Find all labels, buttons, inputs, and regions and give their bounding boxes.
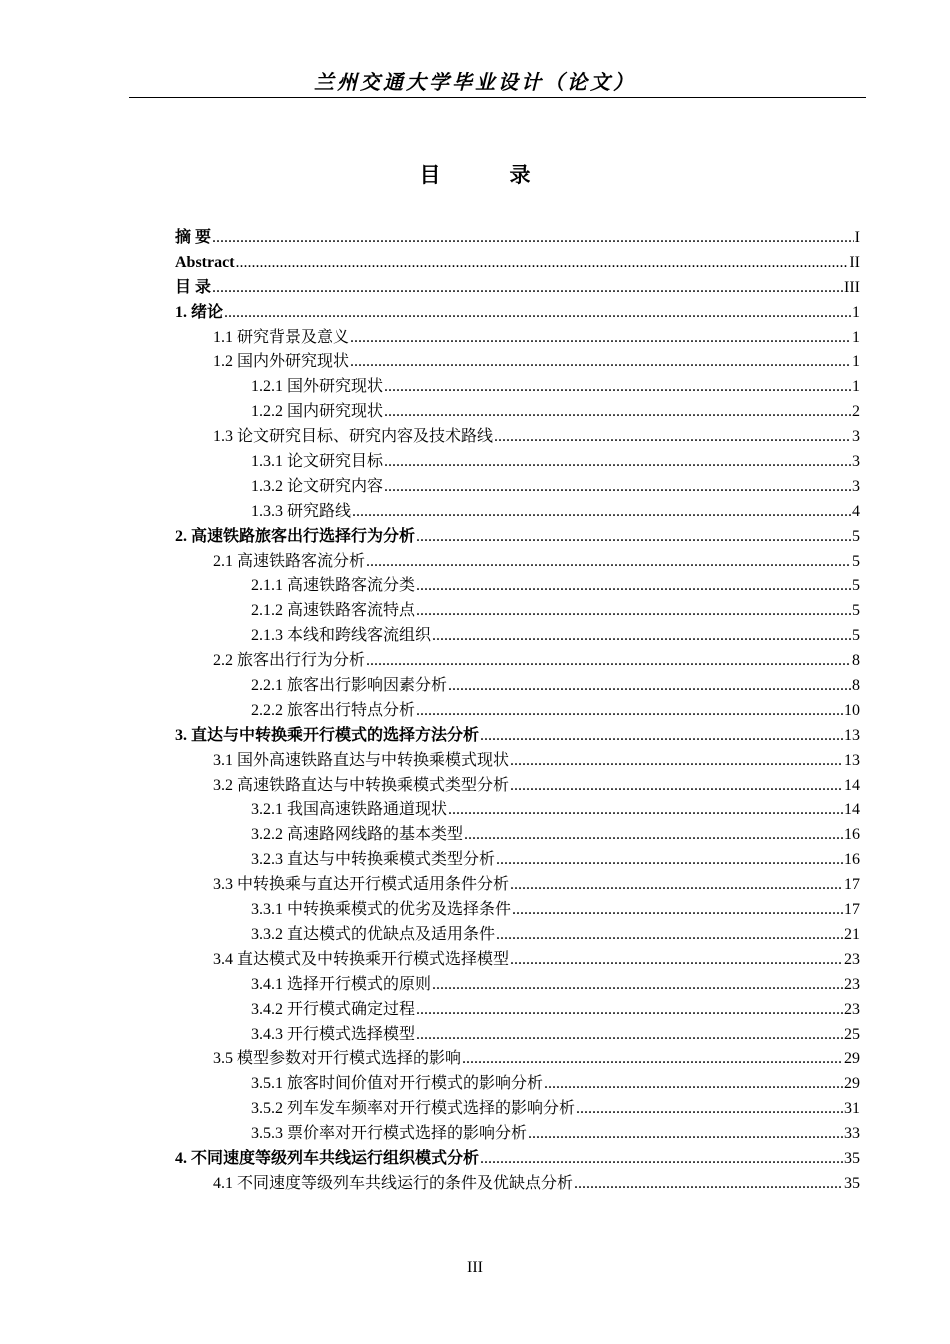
toc-entry-page: 31 [844, 1100, 860, 1118]
toc-leader-dots [496, 848, 843, 873]
toc-entry-label: 摘 要 [175, 229, 212, 246]
toc-entry-label: 1.3.2 论文研究内容 [251, 477, 384, 495]
toc-entry[interactable] [175, 724, 860, 749]
toc-leader-dots [462, 1047, 843, 1072]
toc-entry[interactable] [175, 375, 860, 400]
toc-entry[interactable] [175, 1023, 860, 1048]
toc-entry-label: 3.3.1 中转换乘模式的优劣及选择条件 [251, 901, 512, 919]
toc-entry-label: 2.1.2 高速铁路客流特点 [251, 602, 416, 620]
toc-entry-label: 2.2.1 旅客出行影响因素分析 [251, 677, 448, 695]
toc-entry[interactable] [175, 798, 860, 823]
toc-entry[interactable] [175, 450, 860, 475]
toc-entry-page: 13 [844, 726, 860, 744]
toc-leader-dots [236, 251, 849, 276]
toc-entry-label: Abstract [175, 253, 235, 271]
toc-entry-page: 25 [844, 1025, 860, 1043]
toc-leader-dots [480, 724, 843, 749]
toc-leader-dots [416, 574, 851, 599]
toc-entry[interactable] [175, 1122, 860, 1147]
toc-leader-dots [574, 1172, 843, 1197]
toc-title: 目 录 [419, 162, 555, 187]
header-rule [129, 97, 866, 98]
toc-leader-dots [464, 823, 843, 848]
toc-entry-label: 1.3 论文研究目标、研究内容及技术路线 [213, 428, 494, 446]
running-header-title: 兰州交通大学毕业设计（论文） [314, 70, 636, 94]
toc-entry[interactable] [175, 848, 860, 873]
toc-entry[interactable] [175, 923, 860, 948]
toc-entry-page: II [849, 253, 860, 271]
toc-entry-page: 17 [844, 901, 860, 919]
toc-leader-dots [510, 873, 843, 898]
toc-leader-dots [576, 1097, 843, 1122]
toc-entry[interactable] [175, 525, 860, 550]
toc-entry-page: 1 [852, 378, 860, 396]
toc-entry-page: 23 [844, 1000, 860, 1018]
toc-leader-dots [432, 624, 851, 649]
toc-entry-label: 4. 不同速度等级列车共线运行组织模式分析 [175, 1149, 480, 1167]
toc-entry-label: 2.2.2 旅客出行特点分析 [251, 701, 416, 719]
toc-leader-dots [432, 973, 843, 998]
toc-entry[interactable] [175, 1147, 860, 1172]
toc-entry-page: 8 [852, 652, 860, 670]
toc-entry-page: 1 [852, 303, 860, 321]
toc-leader-dots [416, 699, 843, 724]
toc-entry-page: 17 [844, 876, 860, 894]
toc-entry-label: 目 录 [175, 278, 212, 296]
toc-entry-label: 2.1 高速铁路客流分析 [213, 552, 366, 570]
toc-entry-page: 8 [852, 677, 860, 695]
toc-entry-label: 3.3 中转换乘与直达开行模式适用条件分析 [213, 876, 510, 894]
toc-entry-label: 2.1.1 高速铁路客流分类 [251, 577, 416, 595]
toc-entry-page: 16 [844, 826, 860, 844]
toc-entry-page: 23 [844, 950, 860, 968]
toc-entry[interactable] [175, 400, 860, 425]
toc-entry-label: 2.2 旅客出行行为分析 [213, 652, 366, 670]
toc-leader-dots [448, 798, 843, 823]
toc-entry-label: 1.2.2 国内研究现状 [251, 403, 384, 421]
table-of-contents [175, 226, 860, 1197]
toc-entry-page: 5 [852, 627, 860, 645]
toc-leader-dots [416, 998, 843, 1023]
toc-entry-label: 3.4.3 开行模式选择模型 [251, 1025, 416, 1043]
toc-entry-page: 14 [844, 776, 860, 794]
toc-entry-label: 3.5 模型参数对开行模式选择的影响 [213, 1050, 462, 1068]
toc-entry[interactable] [175, 550, 860, 575]
toc-leader-dots [496, 923, 843, 948]
toc-entry[interactable] [175, 1097, 860, 1122]
toc-entry[interactable] [175, 749, 860, 774]
toc-entry[interactable] [175, 276, 860, 301]
toc-entry-page: 23 [844, 975, 860, 993]
toc-leader-dots [448, 674, 851, 699]
toc-entry[interactable] [175, 873, 860, 898]
toc-entry-page: 35 [844, 1149, 860, 1167]
toc-entry-label: 1.1 研究背景及意义 [213, 328, 350, 346]
toc-leader-dots [384, 450, 851, 475]
toc-entry-label: 3.2.2 高速路网线路的基本类型 [251, 826, 464, 844]
toc-entry[interactable] [175, 425, 860, 450]
toc-entry-label: 3.1 国外高速铁路直达与中转换乘模式现状 [213, 751, 510, 769]
toc-leader-dots [544, 1072, 843, 1097]
toc-entry[interactable] [175, 301, 860, 326]
toc-entry-label: 3.2.3 直达与中转换乘模式类型分析 [251, 851, 496, 869]
toc-entry-page: 4 [852, 502, 860, 520]
toc-entry-page: 1 [852, 353, 860, 371]
toc-entry-page: 16 [844, 851, 860, 869]
toc-leader-dots [212, 226, 854, 251]
toc-entry-label: 1.2 国内外研究现状 [213, 353, 350, 371]
toc-entry[interactable] [175, 251, 860, 276]
toc-leader-dots [350, 350, 851, 375]
toc-leader-dots [480, 1147, 843, 1172]
toc-entry[interactable] [175, 599, 860, 624]
toc-entry[interactable] [175, 898, 860, 923]
toc-entry[interactable] [175, 1047, 860, 1072]
toc-entry-page: I [854, 229, 860, 246]
toc-entry-page: 3 [852, 453, 860, 471]
toc-leader-dots [494, 425, 851, 450]
toc-leader-dots [416, 525, 851, 550]
toc-entry-page: 2 [852, 403, 860, 421]
toc-entry[interactable] [175, 500, 860, 525]
toc-entry-label: 1.3.1 论文研究目标 [251, 453, 384, 471]
toc-leader-dots [350, 326, 851, 351]
toc-entry[interactable] [175, 1172, 860, 1197]
toc-leader-dots [528, 1122, 843, 1147]
toc-entry[interactable] [175, 674, 860, 699]
toc-entry-page: 5 [852, 552, 860, 570]
toc-entry[interactable] [175, 699, 860, 724]
toc-leader-dots [352, 500, 851, 525]
toc-leader-dots [224, 301, 851, 326]
toc-entry[interactable] [175, 350, 860, 375]
toc-entry-label: 1.2.1 国外研究现状 [251, 378, 384, 396]
toc-entry-page: 14 [844, 801, 860, 819]
toc-entry[interactable] [175, 1072, 860, 1097]
toc-entry-page: III [844, 278, 860, 296]
toc-entry[interactable] [175, 998, 860, 1023]
toc-entry-page: 33 [844, 1125, 860, 1143]
toc-entry-label: 4.1 不同速度等级列车共线运行的条件及优缺点分析 [213, 1174, 574, 1192]
toc-entry[interactable] [175, 624, 860, 649]
toc-entry-page: 3 [852, 428, 860, 446]
toc-entry-page: 5 [852, 527, 860, 545]
toc-leader-dots [384, 375, 851, 400]
toc-entry[interactable] [175, 973, 860, 998]
toc-leader-dots [212, 276, 843, 301]
toc-entry-page: 21 [844, 925, 860, 943]
toc-leader-dots [384, 475, 851, 500]
toc-entry-page: 35 [844, 1174, 860, 1192]
toc-entry[interactable] [175, 948, 860, 973]
toc-leader-dots [510, 774, 843, 799]
toc-entry-label: 3.5.3 票价率对开行模式选择的影响分析 [251, 1125, 528, 1143]
toc-entry-label: 3.2.1 我国高速铁路通道现状 [251, 801, 448, 819]
toc-entry[interactable] [175, 475, 860, 500]
toc-entry-label: 2.1.3 本线和跨线客流组织 [251, 627, 432, 645]
toc-leader-dots [416, 599, 851, 624]
toc-leader-dots [510, 749, 843, 774]
page-number: III [467, 1259, 483, 1276]
toc-entry[interactable] [175, 774, 860, 799]
toc-entry[interactable] [175, 326, 860, 351]
toc-entry[interactable] [175, 574, 860, 599]
toc-leader-dots [512, 898, 843, 923]
toc-leader-dots [366, 649, 851, 674]
toc-entry-label: 3. 直达与中转换乘开行模式的选择方法分析 [175, 726, 480, 744]
toc-leader-dots [416, 1023, 843, 1048]
toc-entry-label: 3.3.2 直达模式的优缺点及适用条件 [251, 925, 496, 943]
toc-leader-dots [366, 550, 851, 575]
toc-entry-label: 3.5.2 列车发车频率对开行模式选择的影响分析 [251, 1100, 576, 1118]
toc-entry-label: 3.4 直达模式及中转换乘开行模式选择模型 [213, 950, 510, 968]
toc-entry-page: 3 [852, 477, 860, 495]
toc-entry[interactable] [175, 649, 860, 674]
toc-entry-page: 29 [844, 1050, 860, 1068]
toc-entry-page: 13 [844, 751, 860, 769]
toc-entry-page: 29 [844, 1075, 860, 1093]
toc-leader-dots [510, 948, 843, 973]
toc-entry-label: 2. 高速铁路旅客出行选择行为分析 [175, 527, 416, 545]
toc-entry-page: 5 [852, 577, 860, 595]
toc-entry-label: 3.4.2 开行模式确定过程 [251, 1000, 416, 1018]
toc-entry[interactable] [175, 823, 860, 848]
toc-entry-label: 3.5.1 旅客时间价值对开行模式的影响分析 [251, 1075, 544, 1093]
toc-entry-label: 1. 绪论 [175, 303, 224, 321]
toc-leader-dots [384, 400, 851, 425]
toc-entry-label: 3.4.1 选择开行模式的原则 [251, 975, 432, 993]
toc-entry[interactable] [175, 226, 860, 251]
toc-entry-label: 3.2 高速铁路直达与中转换乘模式类型分析 [213, 776, 510, 794]
toc-entry-page: 10 [844, 701, 860, 719]
toc-entry-page: 1 [852, 328, 860, 346]
toc-entry-label: 1.3.3 研究路线 [251, 502, 352, 520]
toc-entry-page: 5 [852, 602, 860, 620]
